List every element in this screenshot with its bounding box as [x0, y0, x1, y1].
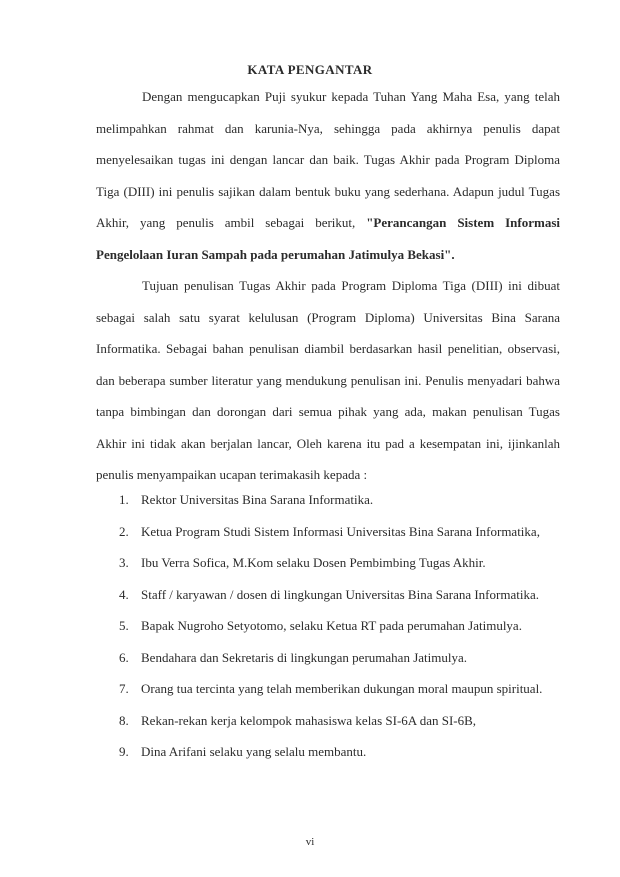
list-item-text: Bendahara dan Sekretaris di lingkungan perumahan Jatimulya. [141, 649, 467, 665]
thesis-title: "Perancangan Sistem Informasi Pengelolaan Iuran Sampah pada perumahan Jatimulya Bekasi". [96, 215, 560, 262]
paragraph-intro-text: Dengan mengucapkan Puji syukur kepada Tuhan Yang Maha Esa, yang telah melimpahkan rahmat dan karunia-Nya, sehingga pada akhirnya penulis dapat menyelesaikan tugas ini dengan lancar dan baik. Tugas Akhir pada Program Diploma Tiga (DIII) ini penulis sajikan dalam bentuk buku yang sederhana. Adapun judul Tugas Akhir, yang penulis ambil sebagai berikut, [96, 89, 560, 230]
list-item-number: 5. [119, 618, 129, 633]
list-item-number: 7. [119, 681, 129, 696]
paragraph-intro [96, 81, 560, 270]
list-item-text: Bapak Nugroho Setyotomo, selaku Ketua RT pada perumahan Jatimulya. [141, 618, 522, 633]
list-item-text: Staff / karyawan / dosen di lingkungan Universitas Bina Sarana Informatika. [141, 586, 539, 602]
page-number: vi [305, 836, 315, 848]
list-item-number: 6. [119, 649, 129, 665]
list-item [119, 673, 542, 705]
list-item [119, 516, 542, 548]
list-item-text: Rektor Universitas Bina Sarana Informatika. [141, 492, 374, 507]
list-item [119, 610, 542, 642]
list-item-number: 9. [119, 744, 129, 759]
list-item [119, 484, 542, 516]
list-item-text: Ibu Verra Sofica, M.Kom selaku Dosen Pembimbing Tugas Akhir. [141, 555, 486, 570]
list-item [119, 547, 542, 579]
paragraph-purpose: Tujuan penulisan Tugas Akhir pada Program Diploma Tiga (DIII) ini dibuat sebagai salah satu syarat kelulusan (Program Diploma) Universitas Bina Sarana Informatika. Sebagai bahan penulisan diambil berdasarkan hasil penelitian, observasi, dan beberapa sumber literatur yang mendukung penulisan ini. Penulis menyadari bahwa tanpa bimbingan dan dorongan dari semua pihak yang ada, makan penulisan Tugas Akhir ini tidak akan berjalan lancar, Oleh karena itu pad a kesempatan ini, ijinkanlah penulis menyampaikan ucapan terimakasih kepada : [96, 278, 560, 482]
list-item-text: Orang tua tercinta yang telah memberikan dukungan moral maupun spiritual. [141, 681, 543, 696]
list-item-text: Dina Arifani selaku yang selalu membantu. [141, 744, 367, 759]
list-item [119, 736, 542, 768]
list-item-number: 1. [119, 492, 129, 507]
list-item [119, 642, 542, 674]
list-item-number: 4. [119, 586, 129, 602]
list-item-number: 8. [119, 712, 129, 728]
acknowledgement-list [119, 484, 542, 768]
list-item-number: 2. [119, 523, 129, 539]
page-title: KATA PENGANTAR [247, 62, 373, 77]
list-item [119, 705, 542, 737]
list-item-text: Rekan-rekan kerja kelompok mahasiswa kelas SI-6A dan SI-6B, [141, 712, 477, 728]
list-item [119, 579, 542, 611]
list-item-text: Ketua Program Studi Sistem Informasi Universitas Bina Sarana Informatika, [141, 523, 540, 539]
list-item-number: 3. [119, 555, 129, 570]
